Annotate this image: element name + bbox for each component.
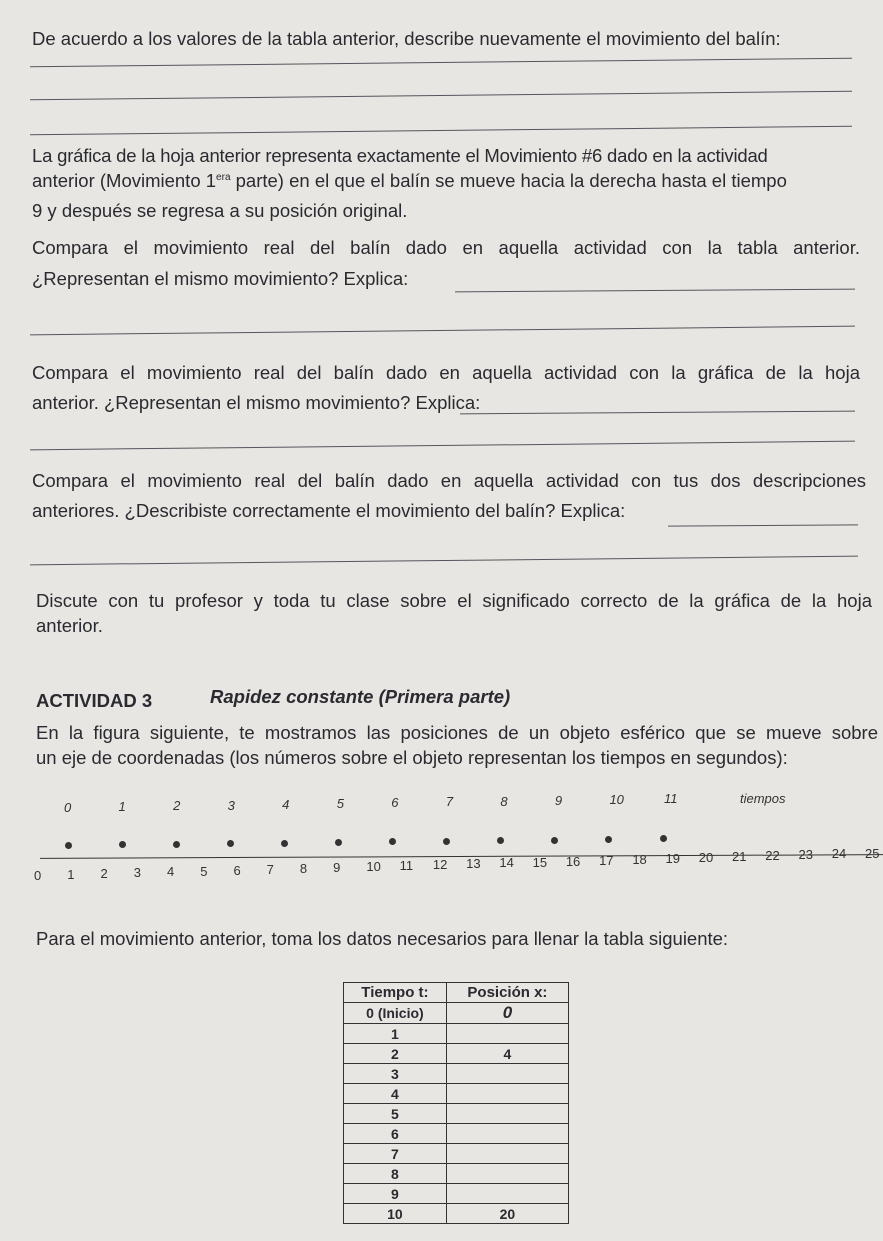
question-compare-graph-line-2: anterior. ¿Representan el mismo movimiento? Explica:	[32, 392, 481, 413]
table-header-row	[344, 983, 569, 1003]
axis-tick-label: 21	[732, 849, 747, 865]
time-cell: 0 (Inicio)	[344, 1003, 447, 1024]
activity-title: Rapidez constante (Primera parte)	[210, 686, 511, 707]
position-cell[interactable]	[446, 1104, 568, 1124]
axis-tick-label: 4	[166, 864, 175, 880]
ball-position-marker	[281, 840, 288, 847]
axis-tick-label: 23	[798, 847, 813, 863]
axis-tick-label: 18	[632, 851, 647, 867]
axis-tick-label: 15	[532, 854, 548, 870]
time-cell: 6	[344, 1124, 447, 1144]
axis-tick-label: 19	[665, 850, 681, 866]
time-label: 11	[664, 791, 678, 807]
answer-line	[30, 556, 858, 566]
axis-tick-label: 11	[399, 858, 414, 874]
time-label: 9	[554, 792, 563, 808]
position-cell[interactable]	[446, 1084, 568, 1104]
axis-tick-label: 8	[299, 860, 308, 876]
position-cell[interactable]	[446, 1124, 568, 1144]
time-label: 3	[227, 797, 235, 813]
times-caption: tiempos	[740, 791, 786, 806]
time-position-table	[343, 982, 569, 1224]
table-row	[344, 1164, 569, 1184]
position-cell[interactable]	[446, 1024, 568, 1044]
table-row	[344, 1104, 569, 1124]
answer-line	[30, 441, 855, 451]
answer-line	[30, 326, 855, 336]
axis-tick-label: 20	[698, 850, 714, 865]
axis-tick-label: 5	[200, 863, 208, 879]
answer-line	[460, 411, 855, 415]
paragraph-graph-line-3: 9 y después se regresa a su posición original.	[32, 200, 408, 221]
time-cell: 8	[344, 1164, 447, 1184]
ball-position-marker	[551, 837, 558, 844]
time-label: 6	[391, 795, 399, 811]
time-label: 5	[336, 796, 344, 811]
position-cell[interactable]: 4	[446, 1044, 568, 1064]
paragraph-graph-line-1: La gráfica de la hoja anterior representa exactamente el Movimiento #6 dado en la actividad	[32, 145, 768, 166]
coordinate-axis	[40, 854, 883, 859]
time-cell: 7	[344, 1144, 447, 1164]
time-cell: 5	[344, 1104, 447, 1124]
time-label: 1	[118, 799, 126, 815]
header-time: Tiempo t:	[344, 983, 447, 1003]
activity-intro-line-2: un eje de coordenadas (los números sobre el objeto representan los tiempos en segundos):	[36, 747, 788, 768]
position-cell[interactable]	[446, 1184, 568, 1204]
question-describe-motion: De acuerdo a los valores de la tabla anterior, describe nuevamente el movimiento del balín:	[32, 28, 781, 49]
time-label: 0	[64, 800, 72, 815]
header-position: Posición x:	[446, 983, 568, 1003]
ball-position-marker	[497, 837, 504, 844]
position-cell[interactable]	[446, 1144, 568, 1164]
paragraph-discuss-line-1: Discute con tu profesor y toda tu clase sobre el significado correcto de la gráfica de la hoja	[36, 590, 872, 611]
ball-position-marker	[65, 842, 72, 849]
table-row	[344, 1064, 569, 1084]
axis-tick-label: 1	[67, 867, 75, 883]
time-label: 7	[445, 794, 454, 810]
axis-tick-label: 12	[432, 857, 448, 873]
time-label: 8	[500, 793, 508, 809]
activity-intro-line-1: En la figura siguiente, te mostramos las posiciones de un objeto esférico que se mueve sobre	[36, 722, 878, 743]
axis-tick-label: 10	[366, 859, 381, 874]
question-compare-table-line-1: Compara el movimiento real del balín dado en aquella actividad con la tabla anterior.	[32, 237, 860, 258]
ball-position-marker	[443, 838, 450, 845]
axis-tick-label: 13	[466, 856, 481, 872]
table-row	[344, 1184, 569, 1204]
time-cell: 3	[344, 1064, 447, 1084]
axis-tick-label: 17	[599, 852, 614, 868]
time-label: 2	[173, 798, 181, 814]
time-cell: 10	[344, 1204, 447, 1224]
position-cell[interactable]	[446, 1164, 568, 1184]
table-row	[344, 1044, 569, 1064]
answer-line	[30, 126, 852, 136]
question-compare-graph-line-1: Compara el movimiento real del balín dado en aquella actividad con la gráfica de la hoja	[32, 362, 860, 383]
ball-position-marker	[605, 836, 612, 843]
axis-tick-label: 14	[499, 855, 514, 871]
ball-position-marker	[335, 839, 342, 846]
axis-tick-label: 25	[865, 845, 880, 861]
axis-tick-label: 3	[133, 865, 141, 881]
answer-line	[30, 58, 852, 68]
time-cell: 1	[344, 1024, 447, 1044]
paragraph-discuss-line-2: anterior.	[36, 615, 103, 636]
question-compare-descriptions-line-2: anteriores. ¿Describiste correctamente el movimiento del balín? Explica:	[32, 500, 626, 521]
axis-tick-label: 0	[34, 868, 42, 883]
ball-position-marker	[227, 840, 234, 847]
question-compare-table-line-2: ¿Representan el mismo movimiento? Explica:	[32, 268, 409, 289]
time-cell: 2	[344, 1044, 447, 1064]
position-cell[interactable]: 20	[446, 1204, 568, 1224]
answer-line	[455, 289, 855, 293]
axis-tick-label: 22	[765, 848, 780, 864]
paragraph-graph-line-2: anterior (Movimiento $1^{era}$ parte) en el que el balín se mueve hacia la derecha hasta el tiempo	[32, 170, 787, 191]
axis-tick-label: 24	[831, 846, 847, 862]
ball-position-marker	[660, 835, 667, 842]
ball-position-marker	[119, 841, 126, 848]
axis-tick-label: 9	[333, 859, 341, 875]
table-row	[344, 1024, 569, 1044]
table-row	[344, 1084, 569, 1104]
time-cell: 4	[344, 1084, 447, 1104]
axis-tick-label: 7	[266, 861, 274, 877]
axis-tick-label: 2	[100, 866, 108, 882]
axis-tick-label: 6	[233, 862, 241, 878]
position-cell[interactable]: 0	[446, 1003, 568, 1024]
question-compare-descriptions-line-1: Compara el movimiento real del balín dado en aquella actividad con tus dos descripciones	[32, 470, 866, 491]
table-row	[344, 1003, 569, 1024]
table-row	[344, 1124, 569, 1144]
answer-line	[668, 524, 858, 526]
table-row	[344, 1204, 569, 1224]
position-cell[interactable]	[446, 1064, 568, 1084]
ball-position-marker	[389, 838, 396, 845]
time-label: 4	[282, 796, 290, 812]
table-row	[344, 1144, 569, 1164]
time-cell: 9	[344, 1184, 447, 1204]
activity-number: ACTIVIDAD 3	[36, 690, 153, 711]
answer-line	[30, 91, 852, 101]
time-label: 10	[609, 792, 624, 807]
table-instruction: Para el movimiento anterior, toma los datos necesarios para llenar la tabla siguiente:	[36, 928, 729, 949]
ball-position-marker	[173, 841, 180, 848]
axis-tick-label: 16	[565, 853, 581, 869]
